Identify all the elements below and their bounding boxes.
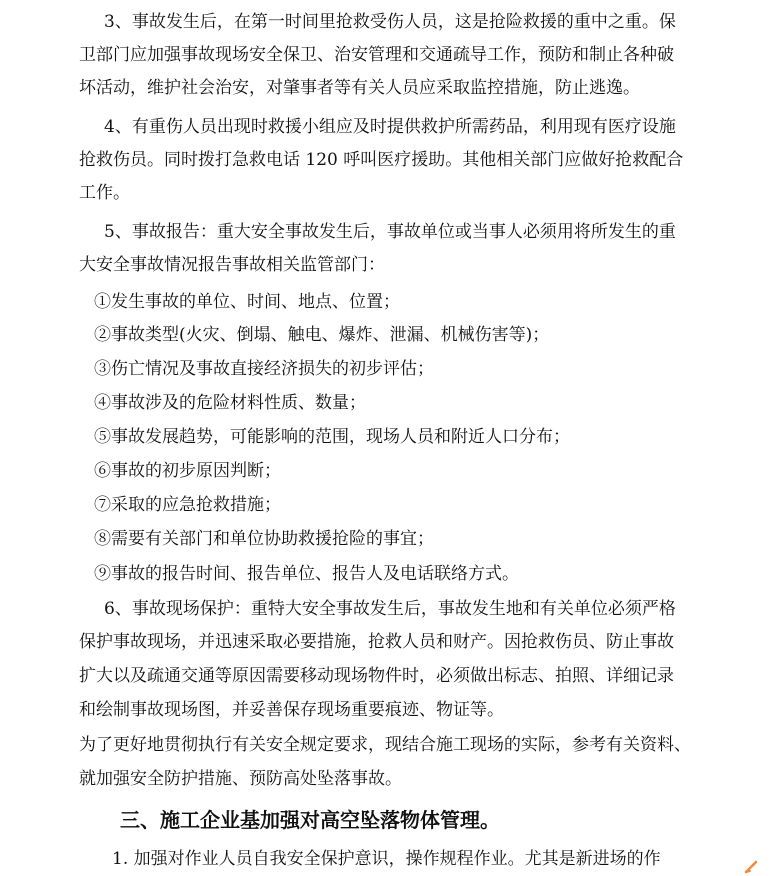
list-item-8: ⑧需要有关部门和单位协助救援抢险的事宜； xyxy=(94,529,434,549)
list-item-4: ④事故涉及的危险材料性质、数量； xyxy=(94,393,366,413)
paragraph-7-line-2: 就加强安全防护措施、预防高处坠落事故。 xyxy=(79,769,402,789)
list-item-9: ⑨事故的报告时间、报告单位、报告人及电话联络方式。 xyxy=(94,564,519,584)
paragraph-4-line-3: 工作。 xyxy=(79,183,130,203)
paragraph-4-line-1: 4、有重伤人员出现时救援小组应及时提供救护所需药品，利用现有医疗设施 xyxy=(104,117,676,137)
paragraph-6-line-2: 保护事故现场，并迅速采取必要措施，抢救人员和财产。因抢救伤员、防止事故 xyxy=(79,632,674,652)
paragraph-8-line-1: 1. 加强对作业人员自我安全保护意识，操作规程作业。尤其是新进场的作 xyxy=(112,849,661,869)
section-heading: 三、施工企业基加强对高空坠落物体管理。 xyxy=(120,808,500,832)
paragraph-4-line-2: 抢救伤员。同时拨打急救电话 120 呼叫医疗援助。其他相关部门应做好抢救配合 xyxy=(79,150,684,170)
paragraph-5-line-2: 大安全事故情况报告事故相关监管部门： xyxy=(79,255,385,275)
paragraph-3-line-3: 坏活动，维护社会治安，对肇事者等有关人员应采取监控措施，防止逃逸。 xyxy=(79,78,640,98)
paragraph-3-line-1: 3、事故发生后，在第一时间里抢救受伤人员，这是抢险救援的重中之重。保 xyxy=(104,12,676,32)
paragraph-6-line-1: 6、事故现场保护：重特大安全事故发生后，事故发生地和有关单位必须严格 xyxy=(104,599,676,619)
list-item-3: ③伤亡情况及事故直接经济损失的初步评估； xyxy=(94,359,434,379)
paragraph-6-line-4: 和绘制事故现场图，并妥善保存现场重要痕迹、物证等。 xyxy=(79,700,504,720)
corner-edit-mark-icon xyxy=(744,860,758,874)
list-item-6: ⑥事故的初步原因判断； xyxy=(94,461,281,481)
paragraph-7-line-1: 为了更好地贯彻执行有关安全规定要求，现结合施工现场的实际，参考有关资料、 xyxy=(79,735,691,755)
list-item-1: ①发生事故的单位、时间、地点、位置； xyxy=(94,292,400,312)
list-item-5: ⑤事故发展趋势，可能影响的范围，现场人员和附近人口分布； xyxy=(94,427,570,447)
list-item-7: ⑦采取的应急抢救措施； xyxy=(94,495,281,515)
list-item-2: ②事故类型(火灾、倒塌、触电、爆炸、泄漏、机械伤害等)； xyxy=(94,325,550,345)
paragraph-6-line-3: 扩大以及疏通交通等原因需要移动现场物件时，必须做出标志、拍照、详细记录 xyxy=(79,666,674,686)
paragraph-3-line-2: 卫部门应加强事故现场安全保卫、治安管理和交通疏导工作，预防和制止各种破 xyxy=(79,45,674,65)
paragraph-5-line-1: 5、事故报告：重大安全事故发生后，事故单位或当事人必须用将所发生的重 xyxy=(104,222,676,242)
